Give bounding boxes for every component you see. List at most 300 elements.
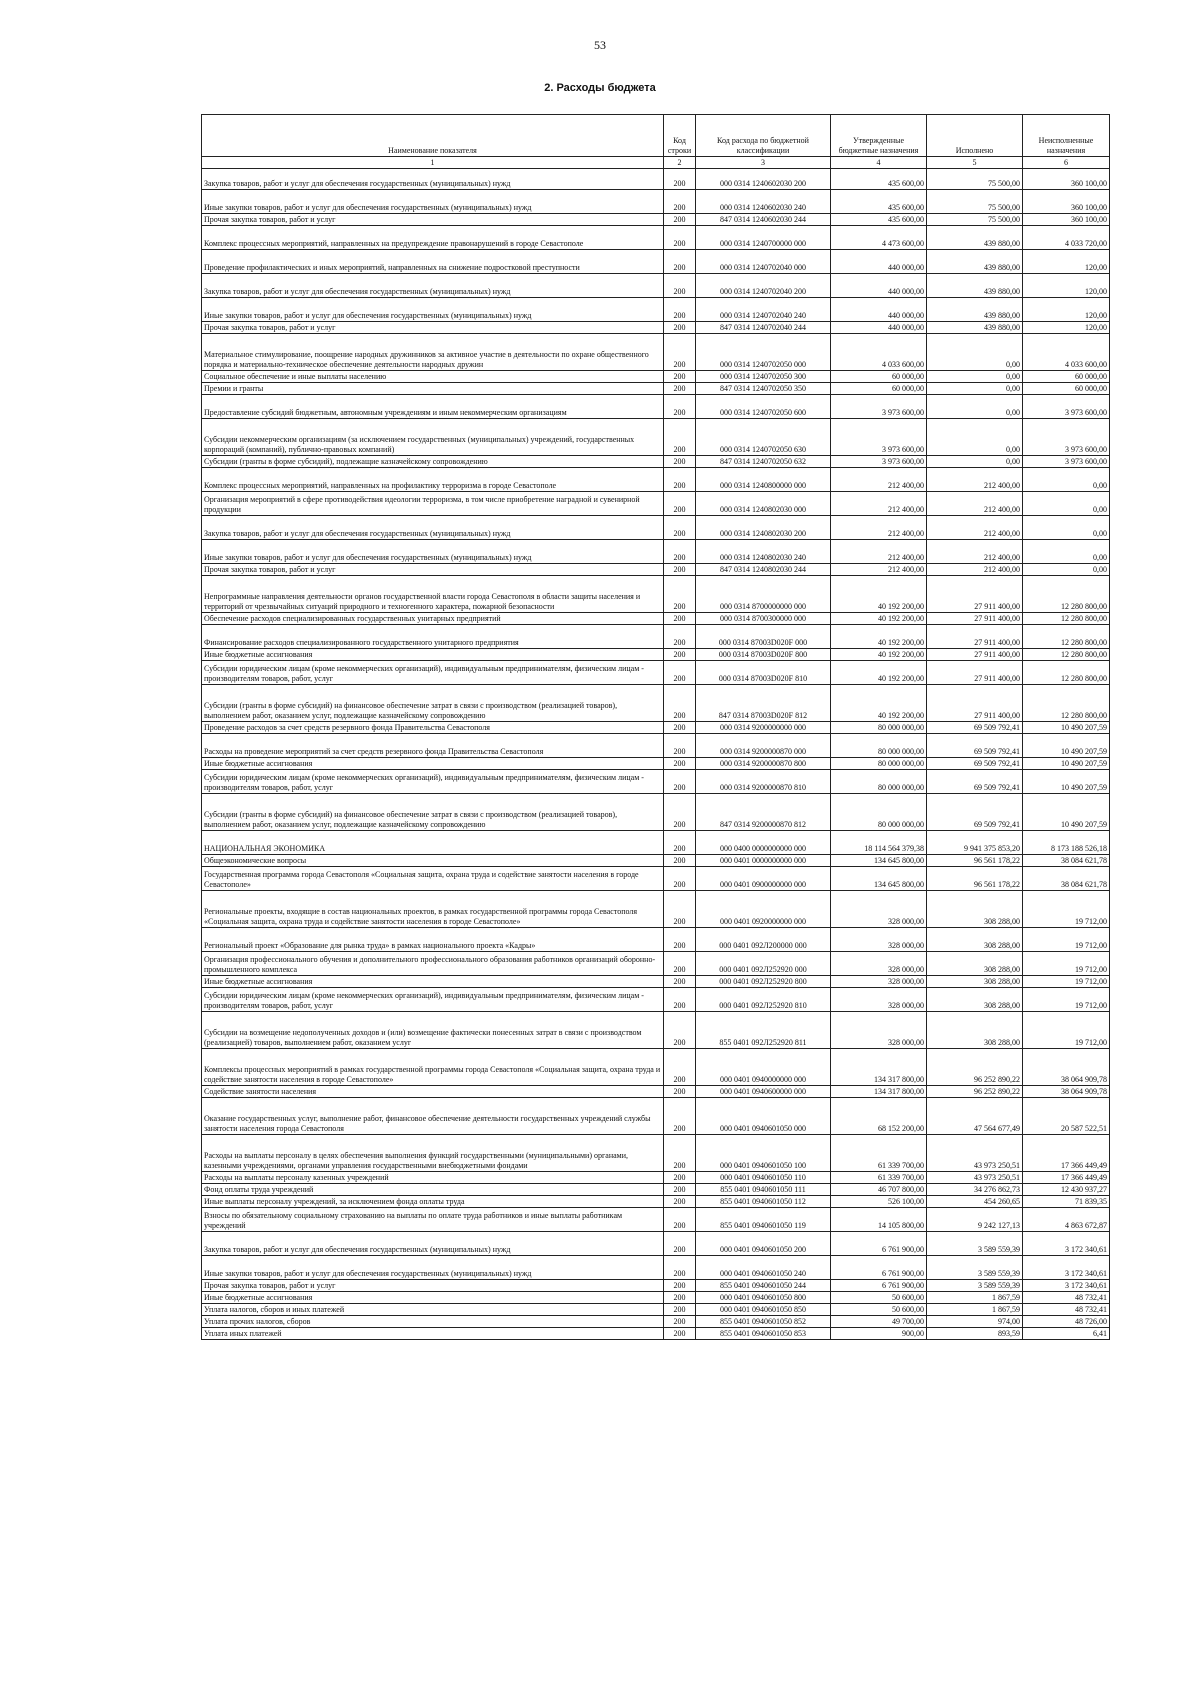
executed-amount: 308 288,00 [927,988,1023,1012]
indicator-name: Общеэкономические вопросы [202,855,664,867]
approved-amount: 46 707 800,00 [831,1184,927,1196]
executed-amount: 96 561 178,22 [927,867,1023,891]
table-row [202,1196,1110,1208]
table-row [202,831,1110,855]
line-code: 200 [664,169,696,190]
unexecuted-amount: 3 172 340,61 [1023,1256,1110,1280]
executed-amount: 212 400,00 [927,516,1023,540]
table-row [202,564,1110,576]
approved-amount: 4 473 600,00 [831,226,927,250]
unexecuted-amount: 0,00 [1023,492,1110,516]
indicator-name: Уплата прочих налогов, сборов [202,1316,664,1328]
line-code: 200 [664,1328,696,1340]
expense-code: 000 0314 1240702040 000 [696,250,831,274]
approved-amount: 68 152 200,00 [831,1098,927,1135]
unexecuted-amount: 0,00 [1023,516,1110,540]
line-code: 200 [664,1304,696,1316]
indicator-name: Иные бюджетные ассигнования [202,649,664,661]
line-code: 200 [664,928,696,952]
expense-code: 000 0314 1240802030 240 [696,540,831,564]
line-code: 200 [664,988,696,1012]
indicator-name: Субсидии юридическим лицам (кроме некоммерческих организаций), индивидуальным предпринимателям, физическим лицам - производителям товаров, работ, услуг [202,661,664,685]
approved-amount: 40 192 200,00 [831,625,927,649]
executed-amount: 439 880,00 [927,298,1023,322]
table-row [202,322,1110,334]
expense-code: 847 0314 1240602030 244 [696,214,831,226]
executed-amount: 1 867,59 [927,1304,1023,1316]
indicator-name: Премии и гранты [202,383,664,395]
executed-amount: 439 880,00 [927,226,1023,250]
table-row [202,770,1110,794]
table-row [202,1328,1110,1340]
approved-amount: 212 400,00 [831,564,927,576]
indicator-name: Иные закупки товаров, работ и услуг для обеспечения государственных (муниципальных) нужд [202,190,664,214]
line-code: 200 [664,334,696,371]
table-row [202,1280,1110,1292]
expense-code: 000 0314 1240702050 000 [696,334,831,371]
executed-amount: 308 288,00 [927,976,1023,988]
unexecuted-amount: 360 100,00 [1023,214,1110,226]
header-approved: Утвержденные бюджетные назначения [831,115,927,157]
executed-amount: 96 252 890,22 [927,1049,1023,1086]
column-number: 3 [696,157,831,169]
line-code: 200 [664,661,696,685]
unexecuted-amount: 19 712,00 [1023,988,1110,1012]
expense-code: 847 0314 1240702050 632 [696,456,831,468]
unexecuted-amount: 19 712,00 [1023,1012,1110,1049]
executed-amount: 69 509 792,41 [927,758,1023,770]
approved-amount: 40 192 200,00 [831,685,927,722]
approved-amount: 3 973 600,00 [831,456,927,468]
line-code: 200 [664,1184,696,1196]
executed-amount: 974,00 [927,1316,1023,1328]
expense-code: 847 0314 1240802030 244 [696,564,831,576]
table-row [202,1135,1110,1172]
table-row [202,1256,1110,1280]
expense-code: 000 0314 1240702040 240 [696,298,831,322]
indicator-name: Фонд оплаты труда учреждений [202,1184,664,1196]
executed-amount: 27 911 400,00 [927,685,1023,722]
executed-amount: 439 880,00 [927,322,1023,334]
approved-amount: 440 000,00 [831,274,927,298]
line-code: 200 [664,190,696,214]
executed-amount: 212 400,00 [927,540,1023,564]
line-code: 200 [664,1086,696,1098]
indicator-name: Комплекс процессных мероприятий, направленных на предупреждение правонарушений в городе Севастополе [202,226,664,250]
line-code: 200 [664,564,696,576]
line-code: 200 [664,855,696,867]
table-row [202,190,1110,214]
approved-amount: 61 339 700,00 [831,1135,927,1172]
unexecuted-amount: 120,00 [1023,298,1110,322]
line-code: 200 [664,1049,696,1086]
expense-code: 855 0401 0940601050 111 [696,1184,831,1196]
unexecuted-amount: 360 100,00 [1023,190,1110,214]
table-row [202,250,1110,274]
indicator-name: Прочая закупка товаров, работ и услуг [202,322,664,334]
unexecuted-amount: 60 000,00 [1023,383,1110,395]
table-row [202,395,1110,419]
unexecuted-amount: 38 064 909,78 [1023,1049,1110,1086]
line-code: 200 [664,770,696,794]
unexecuted-amount: 38 084 621,78 [1023,867,1110,891]
expense-code: 000 0401 0940601050 110 [696,1172,831,1184]
approved-amount: 50 600,00 [831,1292,927,1304]
section-title: 2. Расходы бюджета [544,82,656,94]
table-row [202,1012,1110,1049]
unexecuted-amount: 12 280 800,00 [1023,649,1110,661]
expense-code: 000 0314 1240702050 630 [696,419,831,456]
indicator-name: Иные закупки товаров, работ и услуг для обеспечения государственных (муниципальных) нужд [202,298,664,322]
line-code: 200 [664,492,696,516]
line-code: 200 [664,758,696,770]
unexecuted-amount: 19 712,00 [1023,976,1110,988]
table-row [202,169,1110,190]
unexecuted-amount: 120,00 [1023,250,1110,274]
executed-amount: 43 973 250,51 [927,1172,1023,1184]
expense-code: 000 0401 092Л252920 800 [696,976,831,988]
executed-amount: 9 941 375 853,20 [927,831,1023,855]
expense-code: 855 0401 0940601050 244 [696,1280,831,1292]
unexecuted-amount: 0,00 [1023,540,1110,564]
table-row [202,492,1110,516]
unexecuted-amount: 3 172 340,61 [1023,1280,1110,1292]
executed-amount: 893,59 [927,1328,1023,1340]
approved-amount: 435 600,00 [831,169,927,190]
table-row [202,891,1110,928]
indicator-name: Иные выплаты персоналу учреждений, за исключением фонда оплаты труда [202,1196,664,1208]
column-number-row [202,157,1110,169]
approved-amount: 134 317 800,00 [831,1049,927,1086]
approved-amount: 14 105 800,00 [831,1208,927,1232]
expense-code: 000 0401 0900000000 000 [696,867,831,891]
table-row [202,952,1110,976]
table-row [202,298,1110,322]
table-row [202,334,1110,371]
expense-code: 000 0314 1240700000 000 [696,226,831,250]
expense-code: 847 0314 1240702050 350 [696,383,831,395]
table-row [202,371,1110,383]
table-row [202,988,1110,1012]
approved-amount: 40 192 200,00 [831,576,927,613]
unexecuted-amount: 12 280 800,00 [1023,576,1110,613]
line-code: 200 [664,383,696,395]
column-number: 1 [202,157,664,169]
indicator-name: Содействие занятости населения [202,1086,664,1098]
executed-amount: 0,00 [927,371,1023,383]
column-number: 4 [831,157,927,169]
line-code: 200 [664,794,696,831]
indicator-name: Материальное стимулирование, поощрение народных дружинников за активное участие в деятельности по охране общественного порядка и материально-техническое обеспечение деятельности народных дружин [202,334,664,371]
table-body [202,169,1110,1340]
header-expense-code: Код расхода по бюджетной классификации [696,115,831,157]
indicator-name: Региональные проекты, входящие в состав национальных проектов, в рамках государственной программы города Севастополя «Социальная защита, охрана труда и содействие занятости населения в городе Севастополе» [202,891,664,928]
indicator-name: Расходы на выплаты персоналу в целях обеспечения выполнения функций государственными (муниципальными) органами, казенными учреждениями, органами управления государственными внебюджетными фондами [202,1135,664,1172]
table-row [202,540,1110,564]
indicator-name: Субсидии (гранты в форме субсидий) на финансовое обеспечение затрат в связи с производством (реализацией товаров), выполнением работ, оказанием услуг, подлежащие казначейскому сопровождению [202,794,664,831]
line-code: 200 [664,1256,696,1280]
table-row [202,794,1110,831]
approved-amount: 6 761 900,00 [831,1256,927,1280]
executed-amount: 212 400,00 [927,468,1023,492]
expense-code: 000 0314 1240702040 200 [696,274,831,298]
approved-amount: 900,00 [831,1328,927,1340]
approved-amount: 212 400,00 [831,540,927,564]
expense-code: 855 0401 092Л252920 811 [696,1012,831,1049]
table-row [202,1172,1110,1184]
executed-amount: 1 867,59 [927,1292,1023,1304]
expense-code: 855 0401 0940601050 853 [696,1328,831,1340]
unexecuted-amount: 0,00 [1023,468,1110,492]
executed-amount: 9 242 127,13 [927,1208,1023,1232]
line-code: 200 [664,1196,696,1208]
executed-amount: 0,00 [927,334,1023,371]
table-row [202,1232,1110,1256]
executed-amount: 439 880,00 [927,274,1023,298]
expense-code: 000 0401 0940601050 800 [696,1292,831,1304]
executed-amount: 3 589 559,39 [927,1256,1023,1280]
table-row [202,468,1110,492]
unexecuted-amount: 12 280 800,00 [1023,685,1110,722]
unexecuted-amount: 10 490 207,59 [1023,734,1110,758]
line-code: 200 [664,867,696,891]
executed-amount: 212 400,00 [927,564,1023,576]
expense-code: 855 0401 0940601050 852 [696,1316,831,1328]
unexecuted-amount: 71 839,35 [1023,1196,1110,1208]
expense-code: 000 0401 092Л200000 000 [696,928,831,952]
unexecuted-amount: 48 732,41 [1023,1292,1110,1304]
table-row [202,456,1110,468]
executed-amount: 308 288,00 [927,928,1023,952]
expense-code: 000 0314 1240602030 200 [696,169,831,190]
approved-amount: 328 000,00 [831,952,927,976]
unexecuted-amount: 8 173 188 526,18 [1023,831,1110,855]
line-code: 200 [664,1316,696,1328]
line-code: 200 [664,952,696,976]
expense-code: 000 0401 0940000000 000 [696,1049,831,1086]
expense-code: 000 0314 87003D020F 800 [696,649,831,661]
executed-amount: 69 509 792,41 [927,794,1023,831]
executed-amount: 212 400,00 [927,492,1023,516]
line-code: 200 [664,1012,696,1049]
executed-amount: 27 911 400,00 [927,576,1023,613]
expense-code: 000 0314 87003D020F 810 [696,661,831,685]
table-row [202,1316,1110,1328]
unexecuted-amount: 10 490 207,59 [1023,770,1110,794]
table-row [202,855,1110,867]
expense-code: 000 0314 1240602030 240 [696,190,831,214]
header-executed: Исполнено [927,115,1023,157]
approved-amount: 6 761 900,00 [831,1232,927,1256]
expense-code: 847 0314 9200000870 812 [696,794,831,831]
expense-code: 000 0314 9200000000 000 [696,722,831,734]
expense-code: 000 0401 0940601050 850 [696,1304,831,1316]
unexecuted-amount: 6,41 [1023,1328,1110,1340]
indicator-name: Финансирование расходов специализированного государственного унитарного предприятия [202,625,664,649]
expense-code: 000 0314 1240702050 300 [696,371,831,383]
approved-amount: 328 000,00 [831,891,927,928]
approved-amount: 3 973 600,00 [831,395,927,419]
unexecuted-amount: 0,00 [1023,564,1110,576]
expense-code: 847 0314 87003D020F 812 [696,685,831,722]
executed-amount: 3 589 559,39 [927,1280,1023,1292]
unexecuted-amount: 17 366 449,49 [1023,1135,1110,1172]
executed-amount: 43 973 250,51 [927,1135,1023,1172]
table-row [202,661,1110,685]
indicator-name: Взносы по обязательному социальному страхованию на выплаты по оплате труда работников и иные выплаты работникам учреждений [202,1208,664,1232]
approved-amount: 6 761 900,00 [831,1280,927,1292]
table-row [202,734,1110,758]
indicator-name: Иные бюджетные ассигнования [202,976,664,988]
approved-amount: 3 973 600,00 [831,419,927,456]
executed-amount: 69 509 792,41 [927,734,1023,758]
unexecuted-amount: 3 973 600,00 [1023,395,1110,419]
indicator-name: Оказание государственных услуг, выполнение работ, финансовое обеспечение деятельности государственных учреждений службы занятости населения города Севастополя [202,1098,664,1135]
line-code: 200 [664,540,696,564]
executed-amount: 308 288,00 [927,891,1023,928]
line-code: 200 [664,298,696,322]
approved-amount: 134 317 800,00 [831,1086,927,1098]
table-row [202,1304,1110,1316]
executed-amount: 27 911 400,00 [927,613,1023,625]
executed-amount: 34 276 862,73 [927,1184,1023,1196]
table-header-row [202,115,1110,157]
header-line-code: Код строки [664,115,696,157]
unexecuted-amount: 12 280 800,00 [1023,625,1110,649]
table-row [202,1098,1110,1135]
approved-amount: 80 000 000,00 [831,794,927,831]
executed-amount: 75 500,00 [927,169,1023,190]
approved-amount: 61 339 700,00 [831,1172,927,1184]
expense-code: 000 0314 9200000870 810 [696,770,831,794]
unexecuted-amount: 360 100,00 [1023,169,1110,190]
unexecuted-amount: 60 000,00 [1023,371,1110,383]
unexecuted-amount: 3 973 600,00 [1023,456,1110,468]
line-code: 200 [664,1135,696,1172]
unexecuted-amount: 17 366 449,49 [1023,1172,1110,1184]
approved-amount: 80 000 000,00 [831,734,927,758]
indicator-name: Обеспечение расходов специализированных государственных унитарных предприятий [202,613,664,625]
table-row [202,226,1110,250]
approved-amount: 50 600,00 [831,1304,927,1316]
indicator-name: Субсидии на возмещение недополученных доходов и (или) возмещение фактически понесенных затрат в связи с производством (реализацией) товаров, выполнением работ, оказанием услуг [202,1012,664,1049]
approved-amount: 440 000,00 [831,250,927,274]
table-row [202,976,1110,988]
indicator-name: Закупка товаров, работ и услуг для обеспечения государственных (муниципальных) нужд [202,516,664,540]
table-row [202,722,1110,734]
executed-amount: 75 500,00 [927,190,1023,214]
executed-amount: 47 564 677,49 [927,1098,1023,1135]
table-row [202,1292,1110,1304]
unexecuted-amount: 19 712,00 [1023,952,1110,976]
indicator-name: Закупка товаров, работ и услуг для обеспечения государственных (муниципальных) нужд [202,274,664,298]
expense-code: 855 0401 0940601050 112 [696,1196,831,1208]
unexecuted-amount: 19 712,00 [1023,928,1110,952]
approved-amount: 18 114 564 379,38 [831,831,927,855]
unexecuted-amount: 10 490 207,59 [1023,794,1110,831]
approved-amount: 435 600,00 [831,190,927,214]
expense-code: 000 0401 0000000000 000 [696,855,831,867]
unexecuted-amount: 12 430 937,27 [1023,1184,1110,1196]
line-code: 200 [664,456,696,468]
approved-amount: 328 000,00 [831,988,927,1012]
line-code: 200 [664,685,696,722]
indicator-name: Организация мероприятий в сфере противодействия идеологии терроризма, в том числе приобретение наградной и сувенирной продукции [202,492,664,516]
table-row [202,419,1110,456]
approved-amount: 80 000 000,00 [831,758,927,770]
approved-amount: 328 000,00 [831,1012,927,1049]
expense-code: 000 0314 1240802030 200 [696,516,831,540]
expense-code: 000 0314 87003D020F 000 [696,625,831,649]
indicator-name: Субсидии (гранты в форме субсидий) на финансовое обеспечение затрат в связи с производством (реализацией товаров), выполнением работ, оказанием услуг, подлежащие казначейскому сопровождению [202,685,664,722]
approved-amount: 40 192 200,00 [831,649,927,661]
indicator-name: Закупка товаров, работ и услуг для обеспечения государственных (муниципальных) нужд [202,1232,664,1256]
executed-amount: 27 911 400,00 [927,661,1023,685]
approved-amount: 212 400,00 [831,492,927,516]
indicator-name: Уплата иных платежей [202,1328,664,1340]
expense-code: 000 0314 8700000000 000 [696,576,831,613]
unexecuted-amount: 10 490 207,59 [1023,722,1110,734]
line-code: 200 [664,613,696,625]
expense-code: 000 0401 0940601050 240 [696,1256,831,1280]
indicator-name: Комплекс процессных мероприятий, направленных на профилактику терроризма в городе Севастополе [202,468,664,492]
line-code: 200 [664,576,696,613]
unexecuted-amount: 3 973 600,00 [1023,419,1110,456]
expense-code: 000 0401 0920000000 000 [696,891,831,928]
indicator-name: Комплексы процессных мероприятий в рамках государственной программы города Севастополя «Социальная защита, охрана труда и содействие занятости населения в городе Севастополе» [202,1049,664,1086]
unexecuted-amount: 38 084 621,78 [1023,855,1110,867]
unexecuted-amount: 38 064 909,78 [1023,1086,1110,1098]
expense-code: 000 0401 092Л252920 810 [696,988,831,1012]
line-code: 200 [664,468,696,492]
table-row [202,649,1110,661]
line-code: 200 [664,516,696,540]
header-unexecuted: Неисполненные назначения [1023,115,1110,157]
expense-code: 000 0401 0940600000 000 [696,1086,831,1098]
table-row [202,625,1110,649]
expense-code: 000 0401 0940601050 100 [696,1135,831,1172]
executed-amount: 27 911 400,00 [927,625,1023,649]
line-code: 200 [664,1172,696,1184]
executed-amount: 75 500,00 [927,214,1023,226]
expense-code: 000 0314 1240800000 000 [696,468,831,492]
approved-amount: 60 000,00 [831,383,927,395]
expense-code: 000 0401 0940601050 000 [696,1098,831,1135]
indicator-name: Субсидии некоммерческим организациям (за исключением государственных (муниципальных) учреждений, государственных корпораций (компаний), публично-правовых компаний) [202,419,664,456]
indicator-name: Закупка товаров, работ и услуг для обеспечения государственных (муниципальных) нужд [202,169,664,190]
column-number: 2 [664,157,696,169]
executed-amount: 0,00 [927,456,1023,468]
approved-amount: 80 000 000,00 [831,722,927,734]
line-code: 200 [664,226,696,250]
unexecuted-amount: 20 587 522,51 [1023,1098,1110,1135]
approved-amount: 212 400,00 [831,516,927,540]
line-code: 200 [664,274,696,298]
unexecuted-amount: 120,00 [1023,322,1110,334]
indicator-name: Прочая закупка товаров, работ и услуг [202,214,664,226]
line-code: 200 [664,1292,696,1304]
line-code: 200 [664,1208,696,1232]
executed-amount: 3 589 559,39 [927,1232,1023,1256]
unexecuted-amount: 12 280 800,00 [1023,661,1110,685]
line-code: 200 [664,250,696,274]
line-code: 200 [664,395,696,419]
executed-amount: 454 260,65 [927,1196,1023,1208]
table-row [202,613,1110,625]
unexecuted-amount: 4 033 600,00 [1023,334,1110,371]
table-row [202,274,1110,298]
indicator-name: Иные закупки товаров, работ и услуг для обеспечения государственных (муниципальных) нужд [202,540,664,564]
